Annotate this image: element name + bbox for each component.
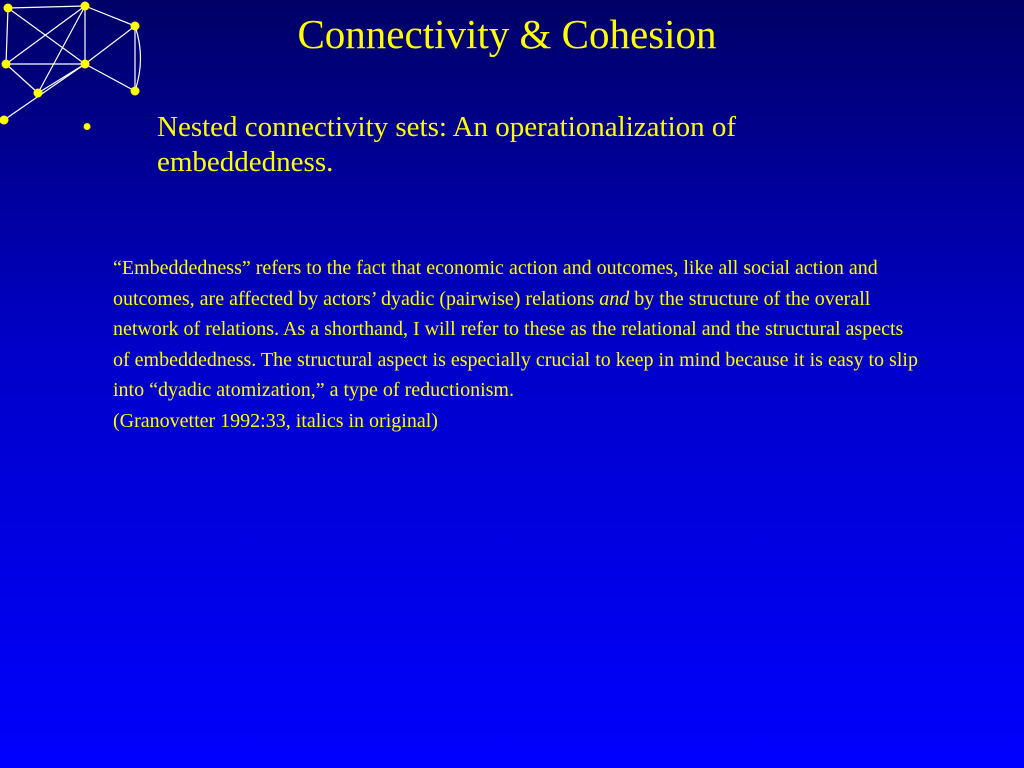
quote-text-part2: by the structure of the overall network of relations. As a shorthand, I will refer to these as the relational and the structural aspects of embeddedness. The structural aspect is especially crucial to keep in mind because it is easy to slip into “dyadic atomization,” a type of reductionism.: [113, 287, 918, 401]
quote-italic-word: and: [599, 287, 630, 310]
network-node: [81, 60, 90, 69]
network-node: [131, 87, 140, 96]
block-quote: [113, 253, 923, 436]
quote-body: [113, 253, 923, 406]
network-node: [2, 60, 11, 69]
quote-text-part1: “Embeddedness” refers to the fact that economic action and outcomes, like all social action and outcomes, are affected by actors’ dyadic (pairwise) relations: [113, 257, 878, 310]
slide-title: Connectivity & Cohesion: [297, 11, 717, 57]
quote-citation: (Granovetter 1992:33, italics in original): [113, 409, 438, 432]
bullet-text: Nested connectivity sets: An operationalization of embeddedness.: [157, 111, 737, 178]
network-node: [0, 116, 9, 125]
network-node: [34, 89, 43, 98]
bullet-marker: •: [82, 111, 93, 143]
